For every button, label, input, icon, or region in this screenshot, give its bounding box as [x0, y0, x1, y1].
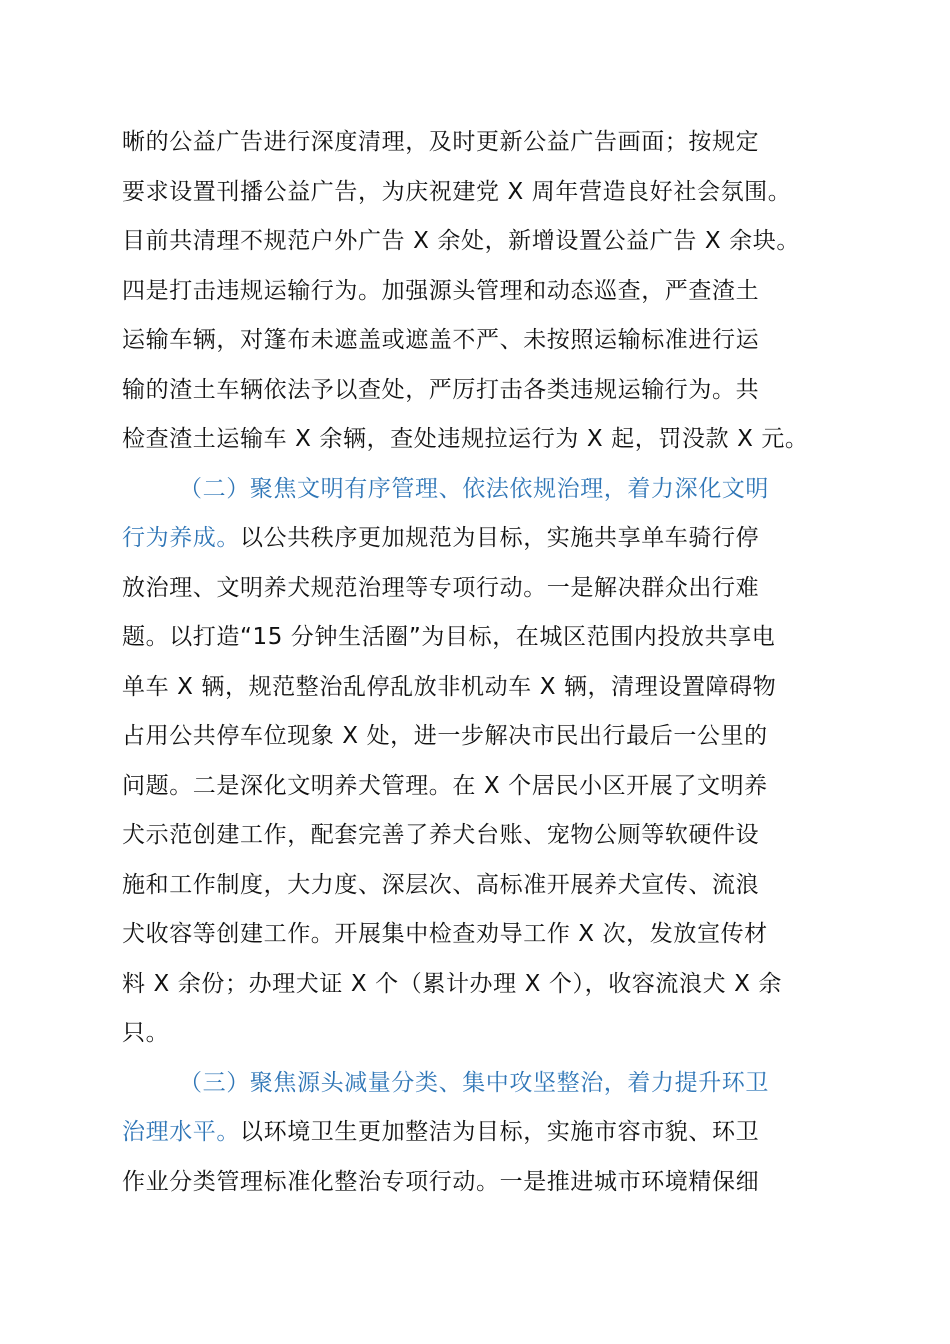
- body-text: 目前共清理不规范户外广告 X 余处，新增设置公益广告 X 余块。: [122, 228, 800, 254]
- body-line: [122, 118, 838, 168]
- body-line: [122, 415, 838, 465]
- body-text: 问题。二是深化文明养犬管理。在 X 个居民小区开展了文明养: [122, 772, 768, 799]
- body-text: 单车 X 辆，规范整治乱停乱放非机动车 X 辆，清理设置障碍物: [122, 673, 777, 700]
- body-text: 放治理、文明养犬规范治理等专项行动。一是解决群众出行难: [122, 574, 760, 601]
- body-text: 以环境卫生更加整洁为目标，实施市容市貌、环卫: [240, 1119, 760, 1145]
- body-text: 只。: [122, 1020, 170, 1046]
- body-text: 犬收容等创建工作。开展集中检查劝导工作 X 次，发放宣传材: [122, 921, 768, 947]
- body-line: [122, 613, 838, 663]
- body-text: 施和工作制度，大力度、深层次、高标准开展养犬宣传、流浪: [122, 871, 760, 898]
- section-heading-2-tail: 行为养成。: [122, 525, 240, 551]
- body-text: 作业分类管理标准化整治专项行动。一是推进城市环境精保细: [122, 1168, 760, 1195]
- body-line: [122, 267, 838, 317]
- body-text: 检查渣土运输车 X 余辆，查处违规拉运行为 X 起，罚没款 X 元。: [122, 426, 809, 452]
- body-line: [122, 1108, 838, 1158]
- section-heading-2: （二）聚焦文明有序管理、依法依规治理，着力深化文明: [179, 475, 769, 502]
- body-text: 占用公共停车位现象 X 处，进一步解决市民出行最后一公里的: [122, 723, 768, 749]
- body-line: [122, 168, 838, 218]
- body-line: [122, 217, 838, 267]
- body-line: [122, 861, 838, 911]
- body-text: 以公共秩序更加规范为目标，实施共享单车骑行停: [240, 525, 760, 551]
- body-text: 题。以打造“15 分钟生活圈”为目标，在城区范围内投放共享电: [122, 624, 776, 650]
- body-text: 料 X 余份；办理犬证 X 个（累计办理 X 个），收容流浪犬 X 余: [122, 970, 783, 997]
- document-body: [122, 118, 838, 1207]
- body-line: [122, 663, 838, 713]
- section-heading-3: （三）聚焦源头减量分类、集中攻坚整治，着力提升环卫: [179, 1069, 769, 1096]
- body-text: 要求设置刊播公益广告，为庆祝建党 X 周年营造良好社会氛围。: [122, 178, 792, 205]
- body-line: [122, 514, 838, 564]
- body-line: [122, 811, 838, 861]
- body-text: 输的渣土车辆依法予以查处，严厉打击各类违规运输行为。共: [122, 376, 760, 403]
- body-text: 四是打击违规运输行为。加强源头管理和动态巡查，严查渣土: [122, 277, 760, 304]
- body-line: [122, 960, 838, 1010]
- body-line: [122, 366, 838, 416]
- body-line: [122, 316, 838, 366]
- section-heading-line: [122, 1059, 838, 1109]
- body-line: [122, 712, 838, 762]
- body-line: [122, 1158, 838, 1208]
- body-text: 晰的公益广告进行深度清理，及时更新公益广告画面；按规定: [122, 129, 760, 155]
- body-line: [122, 1009, 838, 1059]
- body-line: [122, 564, 838, 614]
- body-text: 运输车辆，对篷布未遮盖或遮盖不严、未按照运输标准进行运: [122, 327, 760, 353]
- section-heading-line: [122, 465, 838, 515]
- section-heading-3-tail: 治理水平。: [122, 1119, 240, 1145]
- body-text: 犬示范创建工作，配套完善了养犬台账、宠物公厕等软硬件设: [122, 822, 760, 848]
- body-line: [122, 762, 838, 812]
- body-line: [122, 910, 838, 960]
